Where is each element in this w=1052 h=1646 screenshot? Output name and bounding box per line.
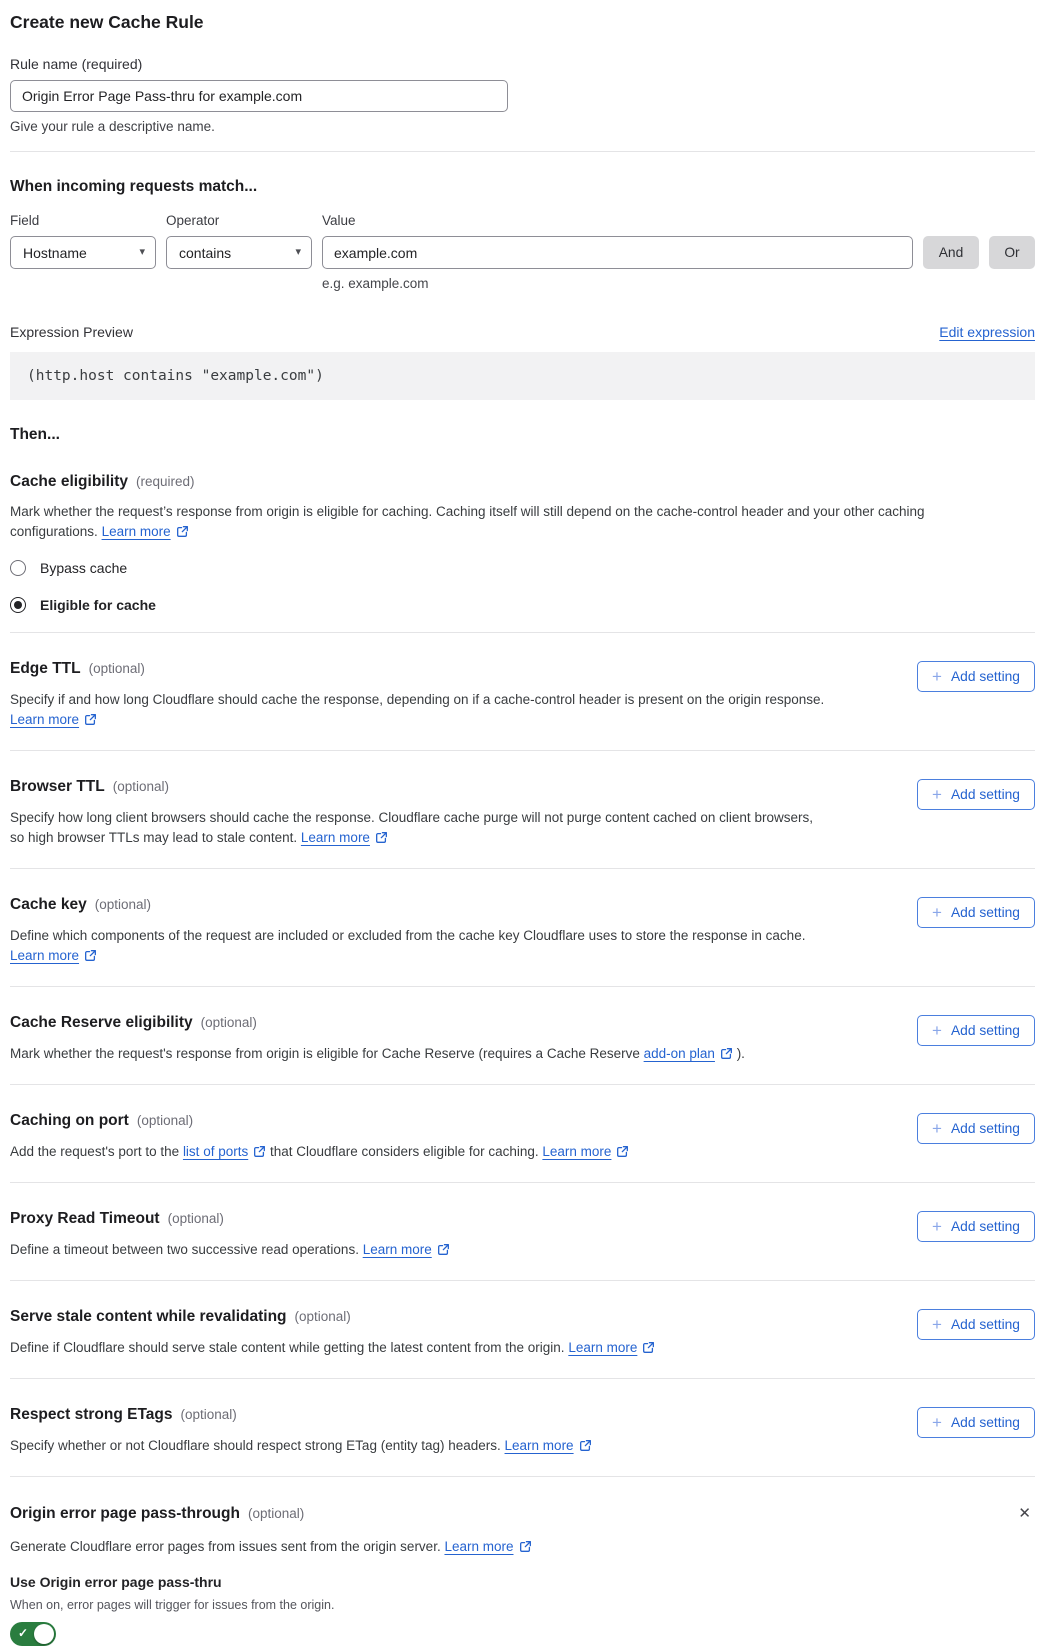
then-heading: Then... [10, 426, 60, 443]
add-setting-button[interactable] [917, 661, 1035, 692]
add-setting-button[interactable] [917, 1211, 1035, 1242]
add-setting-label: Add setting [950, 1023, 1020, 1038]
add-setting-label: Add setting [950, 1415, 1020, 1430]
radio-option[interactable] [10, 559, 1035, 576]
add-setting-button[interactable] [917, 897, 1035, 928]
link-label: Learn more [362, 1242, 432, 1257]
setting-header [10, 1406, 828, 1424]
origin-section-description [10, 1537, 1035, 1557]
field-label: Field [10, 213, 40, 228]
required-badge: (required) [136, 474, 195, 489]
description-text: Specify whether or not Cloudflare should respect strong ETag (entity tag) headers. [10, 1438, 505, 1453]
external-link-icon [642, 1341, 655, 1354]
setting-section [10, 751, 1035, 868]
operator-select-value: contains [179, 244, 232, 261]
description-text: ). [732, 1046, 745, 1061]
setting-header [10, 1014, 828, 1032]
chevron-down-icon: ▾ [295, 246, 301, 258]
learn-more-link[interactable] [505, 1438, 592, 1453]
learn-more-link[interactable] [10, 712, 97, 727]
setting-text-block [10, 1406, 828, 1456]
external-link-icon [720, 1047, 733, 1060]
add-setting-label: Add setting [950, 1317, 1020, 1332]
learn-more-link[interactable] [102, 524, 189, 539]
description-text: that Cloudflare considers eligible for caching. [266, 1144, 543, 1159]
description-text: Define a timeout between two successive read operations. [10, 1242, 363, 1257]
origin-error-page-section [10, 1477, 1035, 1646]
setting-section [10, 987, 1035, 1084]
radio-dot [14, 601, 22, 609]
plus-icon: + [932, 1412, 942, 1432]
optional-badge: (optional) [112, 779, 170, 794]
external-link-icon [84, 713, 97, 726]
link-label: list of ports [182, 1144, 249, 1159]
setting-title: Browser TTL [10, 778, 105, 795]
plus-icon: + [932, 784, 942, 804]
radio-icon [10, 597, 26, 613]
external-link-icon [579, 1439, 592, 1452]
expression-preview-row [10, 324, 1035, 340]
optional-badge: (optional) [167, 1211, 224, 1226]
optional-badge: (optional) [294, 1309, 351, 1324]
add-setting-label: Add setting [950, 1121, 1020, 1136]
setting-title: Caching on port [10, 1112, 129, 1129]
radio-option[interactable] [10, 596, 1035, 613]
add-setting-label: Add setting [950, 905, 1020, 920]
link-label: Learn more [10, 948, 80, 963]
section-divider [10, 151, 1035, 152]
link-label: Learn more [504, 1438, 574, 1453]
plus-icon: + [932, 1118, 942, 1138]
external-link-icon [519, 1540, 532, 1553]
page-title: Create new Cache Rule [10, 12, 204, 32]
learn-more-link[interactable] [444, 1539, 531, 1554]
description-text: Generate Cloudflare error pages from issues sent from the origin server. [10, 1539, 445, 1554]
description-text: Mark whether the request’s response from origin is eligible for caching. Caching itself will still depend on the cache-control header and your other caching configurations. [10, 504, 925, 539]
setting-section [10, 869, 1035, 986]
value-input[interactable] [322, 236, 913, 269]
learn-more-link[interactable] [542, 1144, 629, 1159]
setting-header [10, 1308, 828, 1326]
field-select-value: Hostname [23, 244, 87, 261]
add-setting-label: Add setting [950, 787, 1020, 802]
radio-option-label: Bypass cache [40, 559, 128, 576]
setting-text-block [10, 896, 828, 966]
description-text: Define if Cloudflare should serve stale content while getting the latest content from the origin. [10, 1340, 569, 1355]
optional-badge: (optional) [94, 897, 151, 912]
or-button[interactable]: Or [989, 236, 1035, 269]
close-icon[interactable]: ✕ [1014, 1504, 1035, 1523]
link-label: Learn more [444, 1539, 514, 1554]
cache-eligibility-description [10, 502, 1015, 542]
setting-header [10, 778, 828, 796]
setting-title: Cache key [10, 896, 87, 913]
setting-description [10, 1338, 828, 1358]
external-link-icon [176, 525, 189, 538]
add-setting-button[interactable] [917, 779, 1035, 810]
link-label: Learn more [101, 524, 171, 539]
setting-text-block [10, 1014, 828, 1064]
learn-more-link[interactable] [363, 1242, 450, 1257]
plus-icon: + [932, 666, 942, 686]
description-text: Define which components of the request are included or excluded from the cache key Cloudflare uses to store the response in cache. [10, 928, 806, 943]
external-link-icon [375, 831, 388, 844]
link-label: add-on plan [643, 1046, 715, 1061]
expression-preview-label: Expression Preview [10, 324, 133, 340]
cache-eligibility-options [10, 559, 1035, 613]
external-link-icon [437, 1243, 450, 1256]
link-label: Learn more [568, 1340, 638, 1355]
edit-expression-link[interactable]: Edit expression [939, 324, 1035, 340]
setting-text-block [10, 1210, 828, 1260]
setting-description [10, 1240, 828, 1260]
learn-more-link[interactable] [568, 1340, 655, 1355]
external-link-icon [253, 1145, 266, 1158]
origin-toggle-label: Use Origin error page pass-thru [10, 1574, 222, 1590]
description-text: Specify if and how long Cloudflare should cache the response, depending on if a cache-control header is present on the origin response. [10, 692, 825, 707]
plus-icon: + [932, 1020, 942, 1040]
setting-text-block [10, 1112, 828, 1162]
setting-text-block [10, 778, 828, 848]
setting-section [10, 1085, 1035, 1182]
setting-title: Respect strong ETags [10, 1406, 173, 1423]
and-button[interactable]: And [923, 236, 979, 269]
setting-header [10, 1112, 828, 1130]
origin-section-title: Origin error page pass-through [10, 1504, 240, 1522]
rule-name-input[interactable] [10, 80, 508, 112]
operator-label: Operator [166, 213, 220, 228]
optional-badge: (optional) [180, 1407, 237, 1422]
rule-name-label: Rule name (required) [10, 56, 143, 72]
origin-toggle-helper: When on, error pages will trigger for issues from the origin. [10, 1598, 335, 1612]
optional-badge: (optional) [247, 1506, 305, 1521]
value-label: Value [322, 213, 356, 228]
add-setting-button[interactable] [917, 1113, 1035, 1144]
origin-pass-thru-toggle[interactable] [10, 1622, 56, 1646]
match-heading: When incoming requests match... [10, 178, 258, 195]
learn-more-link[interactable] [10, 948, 97, 963]
setting-title: Proxy Read Timeout [10, 1210, 160, 1227]
setting-description [10, 690, 828, 730]
add-on-plan-link[interactable] [644, 1046, 733, 1061]
add-setting-label: Add setting [950, 669, 1020, 684]
setting-title: Serve stale content while revalidating [10, 1308, 287, 1325]
link-label: Learn more [542, 1144, 612, 1159]
setting-title: Cache Reserve eligibility [10, 1014, 193, 1031]
add-setting-button[interactable] [917, 1407, 1035, 1438]
optional-badge: (optional) [88, 661, 145, 676]
toggle-knob [34, 1624, 54, 1644]
setting-header [10, 896, 828, 914]
rule-name-helper: Give your rule a descriptive name. [10, 119, 215, 134]
setting-section [10, 1281, 1035, 1378]
setting-description [10, 808, 828, 848]
learn-more-link[interactable] [301, 830, 388, 845]
check-icon: ✓ [18, 1625, 29, 1640]
description-text: Add the request's port to the [10, 1144, 183, 1159]
setting-title: Edge TTL [10, 660, 81, 677]
setting-text-block [10, 1308, 828, 1358]
setting-description [10, 926, 828, 966]
setting-header [10, 660, 828, 678]
plus-icon: + [932, 1216, 942, 1236]
link-label: Learn more [300, 830, 370, 845]
radio-option-label: Eligible for cache [40, 596, 156, 613]
chevron-down-icon: ▾ [139, 246, 145, 258]
cache-eligibility-title: Cache eligibility [10, 473, 129, 490]
setting-section [10, 633, 1035, 750]
description-text: Mark whether the request's response from origin is eligible for Cache Reserve (requires a Cache Reserve [10, 1046, 644, 1061]
operator-select[interactable] [166, 236, 312, 269]
external-link-icon [616, 1145, 629, 1158]
setting-section [10, 1183, 1035, 1280]
match-controls-row [10, 236, 1035, 269]
description-text: Specify how long client browsers should cache the response. Cloudflare cache purge will not purge content cached on client browsers, so high browser TTLs may lead to stale content. [10, 810, 813, 845]
expression-code: (http.host contains "example.com") [10, 352, 1035, 400]
setting-header [10, 1210, 828, 1228]
setting-description [10, 1436, 828, 1456]
add-setting-button[interactable] [917, 1015, 1035, 1046]
optional-settings-list [10, 632, 1035, 1477]
origin-section-header [10, 1504, 1035, 1523]
add-setting-label: Add setting [950, 1219, 1020, 1234]
add-setting-button[interactable] [917, 1309, 1035, 1340]
setting-section [10, 1379, 1035, 1476]
plus-icon: + [932, 902, 942, 922]
value-helper: e.g. example.com [322, 276, 429, 291]
optional-badge: (optional) [136, 1113, 194, 1128]
field-select[interactable] [10, 236, 156, 269]
setting-description [10, 1142, 828, 1162]
setting-text-block [10, 660, 828, 730]
external-link-icon [84, 949, 97, 962]
list-of-ports-link[interactable] [183, 1144, 266, 1159]
setting-description [10, 1044, 828, 1064]
plus-icon: + [932, 1314, 942, 1334]
link-label: Learn more [10, 712, 80, 727]
match-labels-row [10, 213, 1035, 228]
optional-badge: (optional) [200, 1015, 257, 1030]
radio-icon [10, 560, 26, 576]
cache-eligibility-header [10, 473, 1035, 491]
